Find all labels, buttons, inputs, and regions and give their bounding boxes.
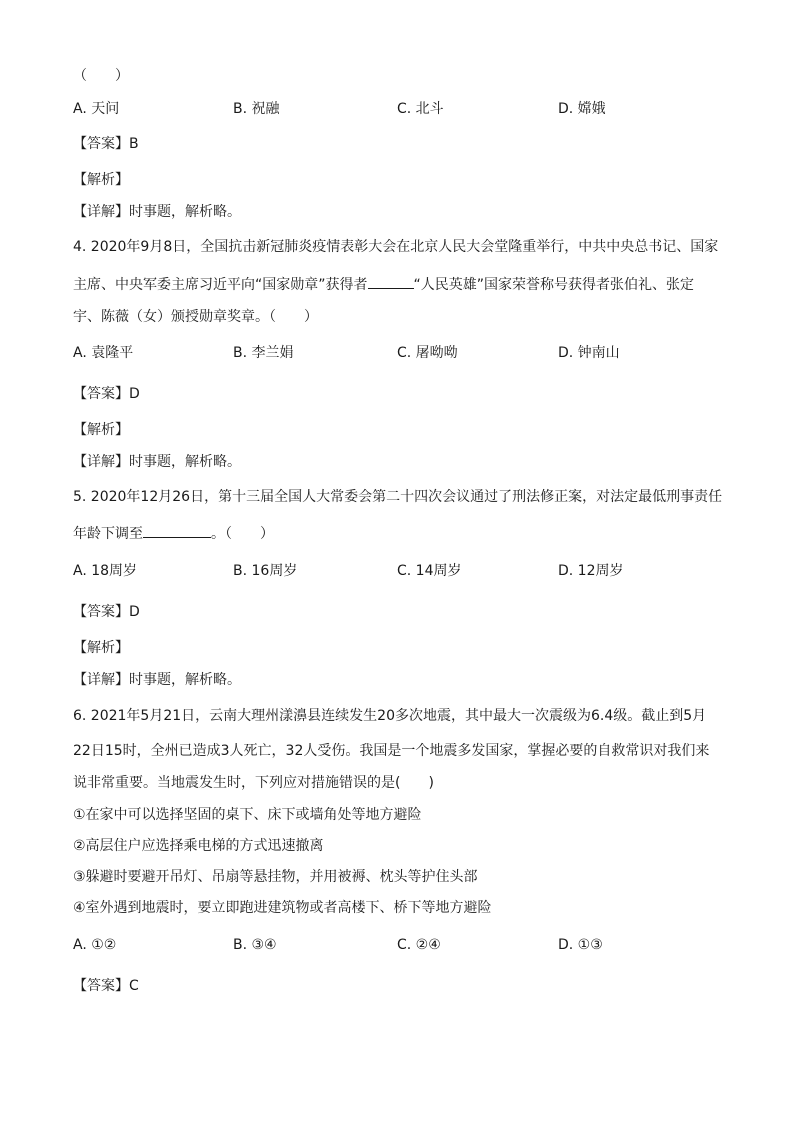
q5-option-a: A. 18周岁 [73,563,138,579]
answer-value: D [129,604,140,620]
q6-stem-line2: 22日15时，全州已造成3人死亡，32人受伤。我国是一个地震多发国家，掌握必要的自救常识对我们来 [73,743,710,759]
q3-detail: 【详解】时事题，解析略。 [73,204,241,220]
q4-stem-line3: 宇、陈薇（女）颁授勋章奖章。（ ） [73,309,318,325]
q6-stem-line1: 6. 2021年5月21日，云南大理州漾濞县连续发生20多次地震，其中最大一次震级为6.4级。截止到5月 [73,708,707,724]
q5-answer [73,602,140,622]
answer-value: B [129,136,139,152]
q5-option-d: D. 12周岁 [558,563,624,579]
q6-statement-4: ④室外遇到地震时，要立即跑进建筑物或者高楼下、桥下等地方避险 [73,900,492,916]
q4-stem-line2 [73,274,694,295]
q4-option-b: B. 李兰娟 [233,345,294,361]
answer-label: 【答案】 [73,604,129,620]
answer-value: C [129,978,139,994]
answer-label: 【答案】 [73,386,129,402]
fill-blank [368,274,414,289]
q3-option-a: A. 天问 [73,101,120,117]
q6-option-d: D. ①③ [558,937,603,953]
q3-answer [73,134,139,154]
fill-blank [143,523,211,538]
q3-option-d: D. 嫦娥 [558,101,606,117]
q4-option-d: D. 钟南山 [558,345,620,361]
q5-option-c: C. 14周岁 [397,563,462,579]
q6-statement-1: ①在家中可以选择坚固的桌下、床下或墙角处等地方避险 [73,807,422,823]
q5-option-b: B. 16周岁 [233,563,298,579]
q4-analysis-label: 【解析】 [73,422,129,438]
q5-stem-line2 [73,523,274,544]
q5-stem-line1: 5. 2020年12月26日，第十三届全国人大常委会第二十四次会议通过了刑法修正案，对法定最低刑事责任 [73,489,723,505]
q6-stem-line3: 说非常重要。当地震发生时，下列应对措施错误的是( ) [73,775,434,791]
q6-option-a: A. ①② [73,937,117,953]
q6-option-c: C. ②④ [397,937,441,953]
q4-stem-line1: 4. 2020年9月8日，全国抗击新冠肺炎疫情表彰大会在北京人民大会堂隆重举行，中共中央总书记、国家 [73,239,719,255]
q3-option-c: C. 北斗 [397,101,444,117]
q6-option-b: B. ③④ [233,937,277,953]
q4-option-c: C. 屠呦呦 [397,345,458,361]
q3-analysis-label: 【解析】 [73,172,129,188]
answer-label: 【答案】 [73,136,129,152]
q6-statement-2: ②高层住户应选择乘电梯的方式迅速撤离 [73,838,324,854]
q4-stem-line2-a: 主席、中央军委主席习近平向“国家勋章”获得者 [73,277,368,293]
q5-stem-line2-b: 。（ ） [211,526,274,542]
q4-stem-line2-b: “人民英雄”国家荣誉称号获得者张伯礼、张定 [413,277,695,293]
answer-label: 【答案】 [73,978,129,994]
q6-statement-3: ③躲避时要避开吊灯、吊扇等悬挂物，并用被褥、枕头等护住头部 [73,869,478,885]
q4-option-a: A. 袁隆平 [73,345,134,361]
q6-answer [73,976,139,996]
q4-answer [73,384,140,404]
q3-option-b: B. 祝融 [233,101,280,117]
answer-value: D [129,386,140,402]
q5-detail: 【详解】时事题，解析略。 [73,672,241,688]
q3-stem-tail: （ ） [73,68,129,84]
q5-stem-line2-a: 年龄下调至 [73,526,143,542]
q4-detail: 【详解】时事题，解析略。 [73,454,241,470]
q5-analysis-label: 【解析】 [73,640,129,656]
